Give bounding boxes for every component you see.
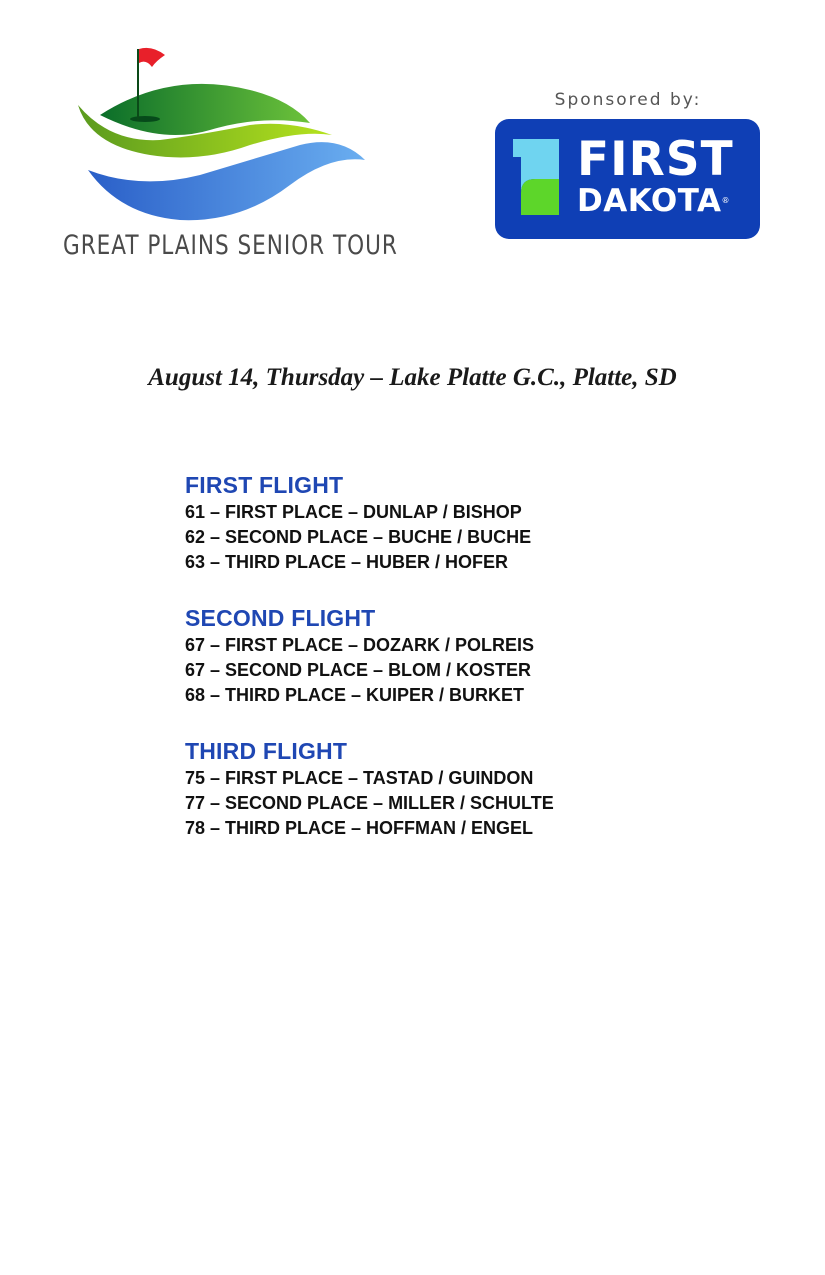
logo-wordmark: GREAT PLAINS SENIOR TOUR (63, 230, 398, 261)
result-line: 61 – FIRST PLACE – DUNLAP / BISHOP (185, 502, 522, 522)
result-line: 67 – SECOND PLACE – BLOM / KOSTER (185, 660, 532, 680)
flight-title: THIRD FLIGHT (185, 738, 348, 764)
result-line: 78 – THIRD PLACE – HOFFMAN / ENGEL (185, 818, 534, 838)
result-line: 75 – FIRST PLACE – TASTAD / GUINDON (185, 768, 534, 788)
result-line: 62 – SECOND PLACE – BUCHE / BUCHE (185, 527, 532, 547)
first-dakota-mark-icon (513, 139, 561, 215)
flight-results (185, 470, 745, 869)
great-plains-senior-tour-logo (60, 45, 398, 270)
sponsor-name-first: FIRST (577, 132, 734, 187)
flight-third (185, 736, 745, 841)
flight-title: SECOND FLIGHT (185, 605, 376, 631)
flight-first (185, 470, 745, 575)
sponsor-block (494, 88, 762, 240)
sponsor-name-dakota-text: DAKOTA (577, 183, 722, 219)
result-line: 68 – THIRD PLACE – KUIPER / BURKET (185, 685, 525, 705)
event-title: August 14, Thursday – Lake Platte G.C., Platte, SD (148, 364, 677, 391)
flight-second (185, 603, 745, 708)
sponsor-name-dakota (577, 185, 734, 217)
registered-mark: ® (721, 196, 730, 205)
sponsor-name (577, 132, 734, 219)
flight-title: FIRST FLIGHT (185, 472, 344, 498)
sponsor-label: Sponsored by: (554, 90, 702, 110)
result-line: 77 – SECOND PLACE – MILLER / SCHULTE (185, 793, 554, 813)
first-dakota-logo (495, 119, 760, 239)
golf-green-flag-icon (60, 45, 390, 230)
result-line: 67 – FIRST PLACE – DOZARK / POLREIS (185, 635, 535, 655)
result-line: 63 – THIRD PLACE – HUBER / HOFER (185, 552, 509, 572)
